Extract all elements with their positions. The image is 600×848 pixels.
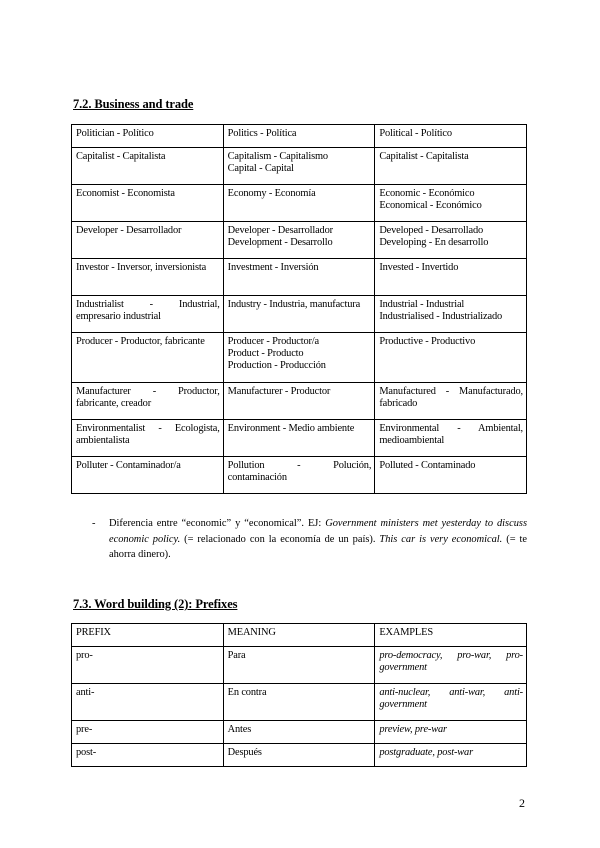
cell-text: Producer - Productor, fabricante (76, 336, 205, 347)
cell-text: Economical - Económico (379, 200, 482, 211)
cell-text: Developing - En desarrollo (379, 237, 489, 248)
table-cell (375, 457, 527, 494)
table-cell (72, 383, 224, 420)
cell-text: Development - Desarrollo (227, 237, 333, 248)
cell-text: Economist - Economista (76, 188, 175, 199)
table-row (72, 383, 527, 420)
table-cell-prefix: pro- (72, 647, 224, 684)
cell-text: Developer - Desarrollador (76, 225, 182, 236)
example-sentence-1: Government ministers met yesterday to discuss economic policy. (109, 518, 527, 545)
table-row (72, 721, 527, 744)
table-row (72, 684, 527, 721)
table-cell (223, 333, 375, 383)
cell-text: Economic - Económico (379, 188, 475, 199)
table-cell (375, 420, 527, 457)
cell-text: Investment - Inversión (227, 262, 319, 273)
cell-text: Industrialist - Industrial, empresario industrial (76, 299, 220, 322)
table-cell (223, 420, 375, 457)
table-row (72, 222, 527, 259)
table-row (72, 296, 527, 333)
table-cell-prefix: anti- (72, 684, 224, 721)
table-cell (223, 259, 375, 296)
cell-text: Manufacturer - Productor (227, 386, 331, 397)
cell-text: Capitalist - Capitalista (379, 151, 469, 162)
cell-text: Environmentalist - Ecologista, ambientalista (76, 423, 220, 446)
example-sentence-2: This car is very economical. (379, 533, 503, 545)
cell-text: Environmental - Ambiental, medioambiental (379, 423, 523, 446)
cell-text: Politics - Política (227, 128, 297, 139)
table-row (72, 333, 527, 383)
cell-text: Capitalism - Capitalismo (227, 151, 328, 162)
section-heading-prefixes: 7.3. Word building (2): Prefixes (73, 597, 238, 611)
table-row (72, 420, 527, 457)
cell-text: Developed - Desarrollado (379, 225, 484, 236)
table-row (72, 185, 527, 222)
table-cell (375, 259, 527, 296)
table-cell-examples: pro-democracy, pro-war, pro-government (375, 647, 527, 684)
cell-text: Investor - Inversor, inversionista (76, 262, 207, 273)
table-cell-examples: postgraduate, post-war (375, 744, 527, 767)
cell-text: Industry - Industria, manufactura (227, 299, 361, 310)
cell-text: Industrialised - Industrializado (379, 311, 503, 322)
cell-text: Manufactured - Manufacturado, fabricado (379, 386, 523, 409)
table-cell (72, 420, 224, 457)
table-cell-prefix: pre- (72, 721, 224, 744)
table-cell (72, 148, 224, 185)
cell-text: Capital - Capital (227, 163, 294, 174)
table-cell (223, 222, 375, 259)
cell-text: Polluted - Contaminado (379, 460, 476, 471)
table-cell (223, 148, 375, 185)
table-row (72, 125, 527, 148)
page-number: 2 (519, 796, 525, 810)
cell-text: Production - Producción (227, 360, 326, 371)
table-cell-meaning: Después (223, 744, 375, 767)
table-cell (72, 333, 224, 383)
cell-text: Capitalist - Capitalista (76, 151, 166, 162)
column-header: EXAMPLES (375, 624, 527, 647)
table-cell (72, 125, 224, 148)
table-cell (72, 296, 224, 333)
table-cell-meaning: En contra (223, 684, 375, 721)
cell-text: Manufacturer - Productor, fabricante, creador (76, 386, 220, 409)
table-cell (72, 259, 224, 296)
table-cell (223, 457, 375, 494)
table-cell (375, 125, 527, 148)
table-cell (223, 296, 375, 333)
cell-text: Pollution - Polución, contaminación (227, 460, 372, 483)
table-cell-examples: preview, pre-war (375, 721, 527, 744)
table-cell-meaning: Para (223, 647, 375, 684)
table-cell (72, 222, 224, 259)
cell-text: Industrial - Industrial (379, 299, 465, 310)
table-header-row (72, 624, 527, 647)
table-row (72, 744, 527, 767)
cell-text: Political - Político (379, 128, 452, 139)
cell-text: Politician - Político (76, 128, 154, 139)
table-cell-prefix: post- (72, 744, 224, 767)
table-cell-examples: anti-nuclear, anti-war, anti-government (375, 684, 527, 721)
note-text: Diferencia entre “economic” y “economical”. EJ: Government ministers met yesterday to discuss economic policy. (= relacionado con la economía de un país). This car is very economical. (= te ahorra dinero). (109, 518, 528, 560)
column-header: MEANING (223, 624, 375, 647)
cell-text: Productive - Productivo (379, 336, 476, 347)
table-cell (223, 383, 375, 420)
table-row (72, 148, 527, 185)
cell-text: Product - Producto (227, 348, 304, 359)
table-cell (375, 333, 527, 383)
table-cell (375, 222, 527, 259)
table-row (72, 259, 527, 296)
cell-text: Developer - Desarrollador (227, 225, 333, 236)
section-heading-business-trade: 7.2. Business and trade (73, 97, 194, 111)
cell-text: Economy - Economía (227, 188, 316, 199)
table-row (72, 647, 527, 684)
cell-text: Invested - Invertido (379, 262, 459, 273)
table-cell (375, 296, 527, 333)
table-cell (375, 185, 527, 222)
table-cell (375, 383, 527, 420)
business-trade-table (71, 124, 527, 494)
cell-text: Environment - Medio ambiente (227, 423, 355, 434)
table-cell (72, 457, 224, 494)
cell-text: Polluter - Contaminador/a (76, 460, 181, 471)
table-cell-meaning: Antes (223, 721, 375, 744)
table-cell (223, 185, 375, 222)
cell-text: Producer - Productor/a (227, 336, 319, 347)
table-cell (72, 185, 224, 222)
table-row (72, 457, 527, 494)
prefixes-table (71, 623, 527, 767)
note-economic-economical (92, 516, 527, 563)
bullet-dash: - (92, 518, 96, 529)
column-header: PREFIX (72, 624, 224, 647)
table-cell (223, 125, 375, 148)
table-cell (375, 148, 527, 185)
